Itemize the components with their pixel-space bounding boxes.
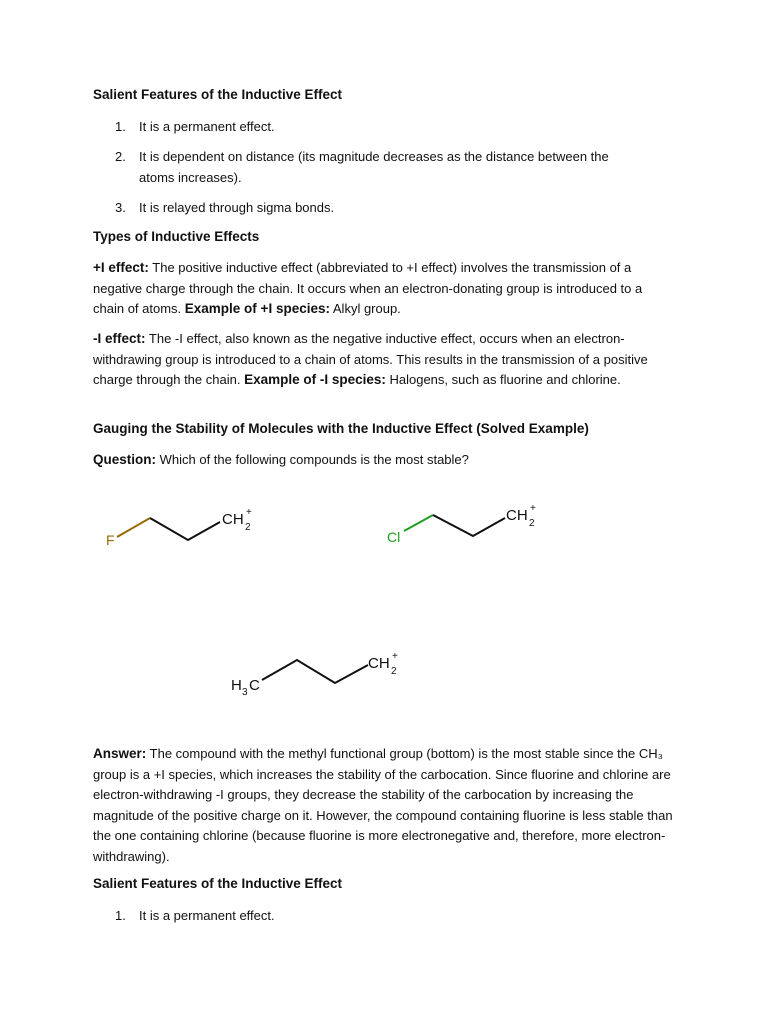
h3c-c: C bbox=[249, 677, 260, 694]
plus-i-label: +I effect: bbox=[93, 260, 149, 275]
plus-i-text: The positive inductive effect (abbreviated to +I effect) involves the transmission of a negative charge through the chain. It occurs when an electron-donating group is introduced to a chain of atoms. bbox=[93, 260, 643, 316]
positive-charge: + bbox=[392, 651, 398, 662]
ch2-subscript: 2 bbox=[529, 518, 535, 529]
list-number: 1. bbox=[115, 908, 126, 923]
ch2-subscript: 2 bbox=[391, 666, 397, 677]
list-number: 1. bbox=[115, 119, 126, 134]
list-text: It is relayed through sigma bonds. bbox=[139, 200, 335, 215]
ch2-label: CH bbox=[506, 507, 528, 524]
plus-i-example-label: Example of +I species: bbox=[184, 301, 330, 316]
minus-i-text: The -I effect, also known as the negative inductive effect, occurs when an electron-withdrawing group is introduced to a chain of atoms. This results in the transmission of a positive charge through the chain. bbox=[93, 331, 648, 387]
list-text: It is a permanent effect. bbox=[139, 119, 275, 134]
question-text: Which of the following compounds is the most stable? bbox=[156, 452, 469, 467]
fluorine-label: F bbox=[106, 532, 115, 548]
section-heading-salient-features: Salient Features of the Inductive Effect bbox=[93, 87, 343, 102]
minus-i-label: -I effect: bbox=[93, 331, 146, 346]
minus-i-example-label: Example of -I species: bbox=[244, 372, 386, 387]
answer-text: The compound with the methyl functional group (bottom) is the most stable since the CH₃ group is a +I species, which increases the stability of the carbocation. Since fluorine and chlorine are electron-withdrawing -I groups, they decrease the stability of the carbocation by increasing the magnitude of the positive charge on it. However, the compound containing fluorine is less stable than the one containing chlorine (because fluorine is more electronegative and, therefore, more electron-withdrawing). bbox=[93, 746, 673, 864]
list-text: It is dependent on distance (its magnitude decreases as the distance between the atoms increases). bbox=[139, 149, 609, 185]
h3c-h: H bbox=[231, 677, 242, 694]
list-number: 2. bbox=[115, 149, 126, 164]
section-heading-types: Types of Inductive Effects bbox=[93, 229, 260, 244]
section-heading-stability: Gauging the Stability of Molecules with the Inductive Effect (Solved Example) bbox=[93, 421, 589, 436]
section-heading-salient-features-repeat: Salient Features of the Inductive Effect bbox=[93, 876, 343, 891]
list-number: 3. bbox=[115, 200, 126, 215]
answer-label: Answer: bbox=[93, 746, 147, 761]
ch2-subscript: 2 bbox=[245, 522, 251, 533]
positive-charge: + bbox=[530, 503, 536, 514]
question-label: Question: bbox=[93, 452, 156, 467]
ch2-label: CH bbox=[368, 655, 390, 672]
chlorine-label: Cl bbox=[387, 529, 401, 545]
list-text: It is a permanent effect. bbox=[139, 908, 275, 923]
minus-i-example-text: Halogens, such as fluorine and chlorine. bbox=[385, 372, 621, 387]
positive-charge: + bbox=[246, 507, 252, 518]
plus-i-example-text: Alkyl group. bbox=[329, 301, 401, 316]
h3c-subscript: 3 bbox=[242, 687, 248, 698]
ch2-label: CH bbox=[222, 511, 244, 528]
